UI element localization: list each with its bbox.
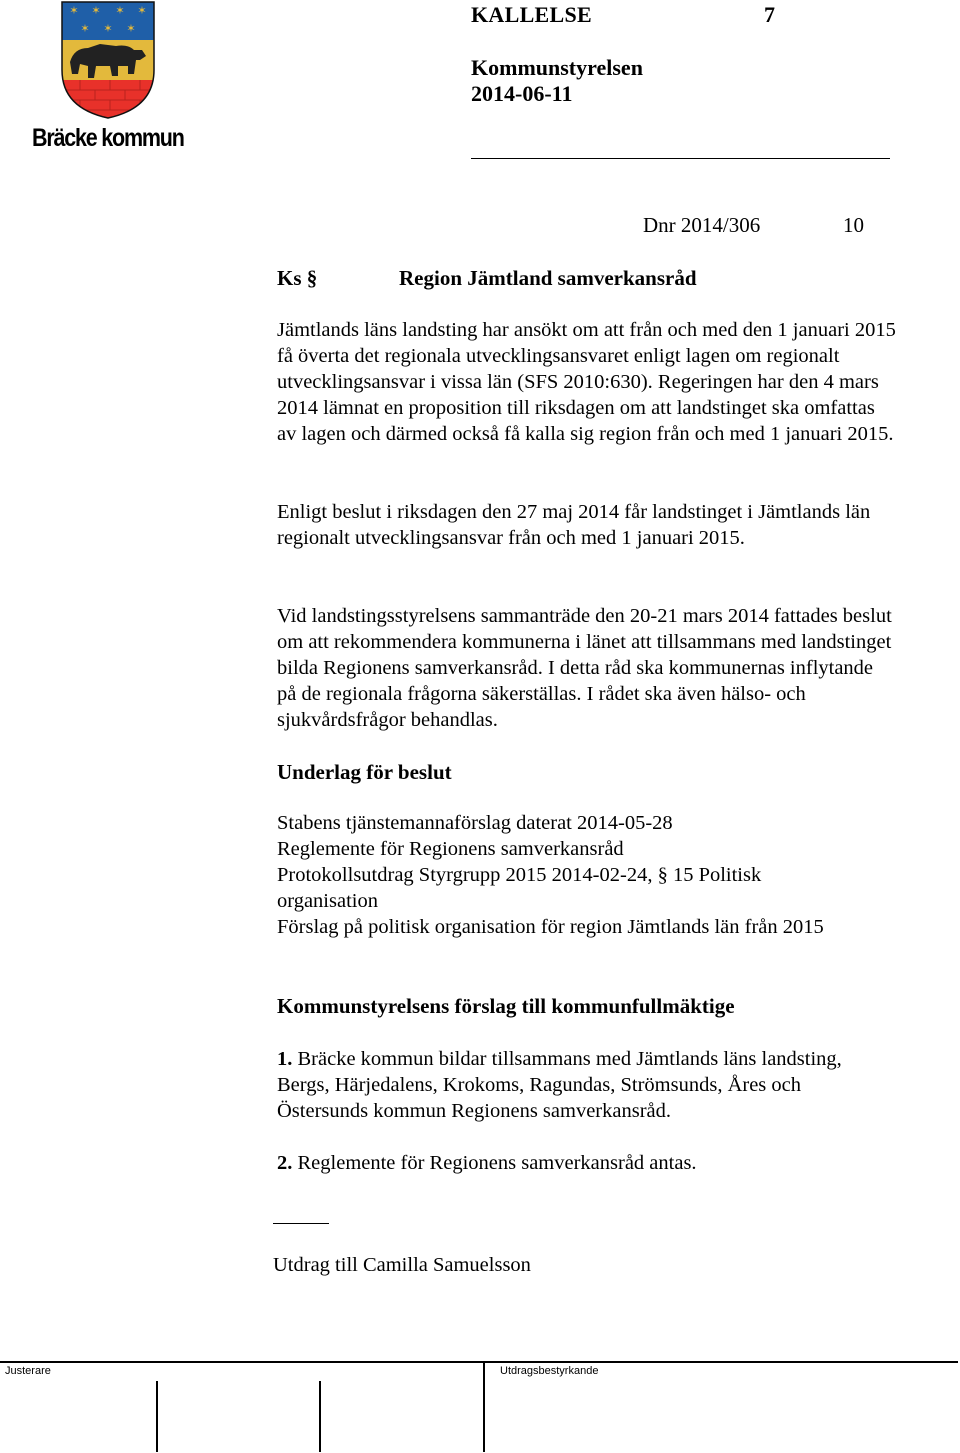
section-title: Region Jämtland samverkansråd bbox=[399, 266, 697, 290]
municipality-name: Bräcke kommun bbox=[32, 124, 184, 152]
paragraph: Vid landstingsstyrelsens sammanträde den 20-21 mars 2014 fattades beslut om att rekommendera kommunerna i länet att tillsammans med landstinget bilda Regionens samverkansråd. I detta råd ska kommunernas inflytande på de regionala frågorna säkerställas. I rådet ska även hälso- och sjukvårdsfrågor behandlas. bbox=[277, 605, 892, 731]
signature-box-divider bbox=[156, 1381, 158, 1452]
underlag-item: organisation bbox=[277, 890, 378, 912]
case-number: 10 bbox=[843, 213, 864, 237]
underlag-item: Förslag på politisk organisation för region Jämtlands län från 2015 bbox=[277, 916, 824, 938]
dnr-reference: Dnr 2014/306 bbox=[643, 213, 761, 237]
justerare-label: Justerare bbox=[5, 1365, 51, 1377]
ks-paragraph-label: Ks § bbox=[277, 266, 318, 290]
separator-line bbox=[273, 1223, 329, 1224]
coat-of-arms-logo bbox=[60, 0, 156, 120]
decision-item bbox=[277, 1150, 897, 1176]
document-type: KALLELSE bbox=[471, 2, 593, 27]
distribution-note: Utdrag till Camilla Samuelsson bbox=[273, 1254, 531, 1276]
proposal-heading: Kommunstyrelsens förslag till kommunfullmäktige bbox=[277, 994, 735, 1018]
paragraph: Enligt beslut i riksdagen den 27 maj 2014 får landstinget i Jämtlands län regionalt utvecklingsansvar från och med 1 januari 2015. bbox=[277, 501, 871, 549]
board-name: Kommunstyrelsen bbox=[471, 55, 643, 80]
underlag-heading: Underlag för beslut bbox=[277, 760, 452, 784]
signature-box-divider bbox=[483, 1361, 485, 1452]
decision-text: Bräcke kommun bildar tillsammans med Jämtlands läns landsting, Bergs, Härjedalens, Krokoms, Ragundas, Strömsunds, Åres och Östersunds kommun Regionens samverkansråd. bbox=[277, 1048, 842, 1122]
signature-box-divider bbox=[319, 1381, 321, 1452]
header-divider bbox=[471, 158, 890, 159]
svg-text:✶: ✶ bbox=[80, 22, 90, 35]
paragraph: Jämtlands läns landsting har ansökt om att från och med den 1 januari 2015 få överta det regionala utvecklingsansvaret enligt lagen om regionalt utvecklingsansvar i vissa län (SFS 2010:630). Regeringen har den 4 mars 2014 lämnat en proposition till riksdagen om att landstinget ska omfattas av lagen och därmed också få kalla sig region från och med 1 januari 2015. bbox=[277, 319, 896, 445]
decision-item bbox=[277, 1046, 897, 1124]
svg-text:✶: ✶ bbox=[115, 4, 125, 17]
underlag-item: Stabens tjänstemannaförslag daterat 2014-05-28 bbox=[277, 812, 673, 834]
meeting-date: 2014-06-11 bbox=[471, 81, 573, 106]
underlag-item: Protokollsutdrag Styrgrupp 2015 2014-02-24, § 15 Politisk bbox=[277, 864, 762, 886]
underlag-item: Reglemente för Regionens samverkansråd bbox=[277, 838, 624, 860]
svg-text:✶: ✶ bbox=[69, 4, 79, 17]
svg-text:✶: ✶ bbox=[91, 4, 101, 17]
utdragsbestyrkande-label: Utdragsbestyrkande bbox=[500, 1365, 599, 1377]
footer-divider bbox=[0, 1361, 958, 1363]
decision-text: Reglemente för Regionens samverkansråd antas. bbox=[297, 1152, 697, 1174]
svg-text:✶: ✶ bbox=[103, 22, 113, 35]
svg-text:✶: ✶ bbox=[137, 4, 147, 17]
svg-text:✶: ✶ bbox=[126, 22, 136, 35]
decision-number: 2. bbox=[277, 1152, 293, 1174]
decision-number: 1. bbox=[277, 1048, 293, 1070]
page-number: 7 bbox=[764, 2, 775, 27]
